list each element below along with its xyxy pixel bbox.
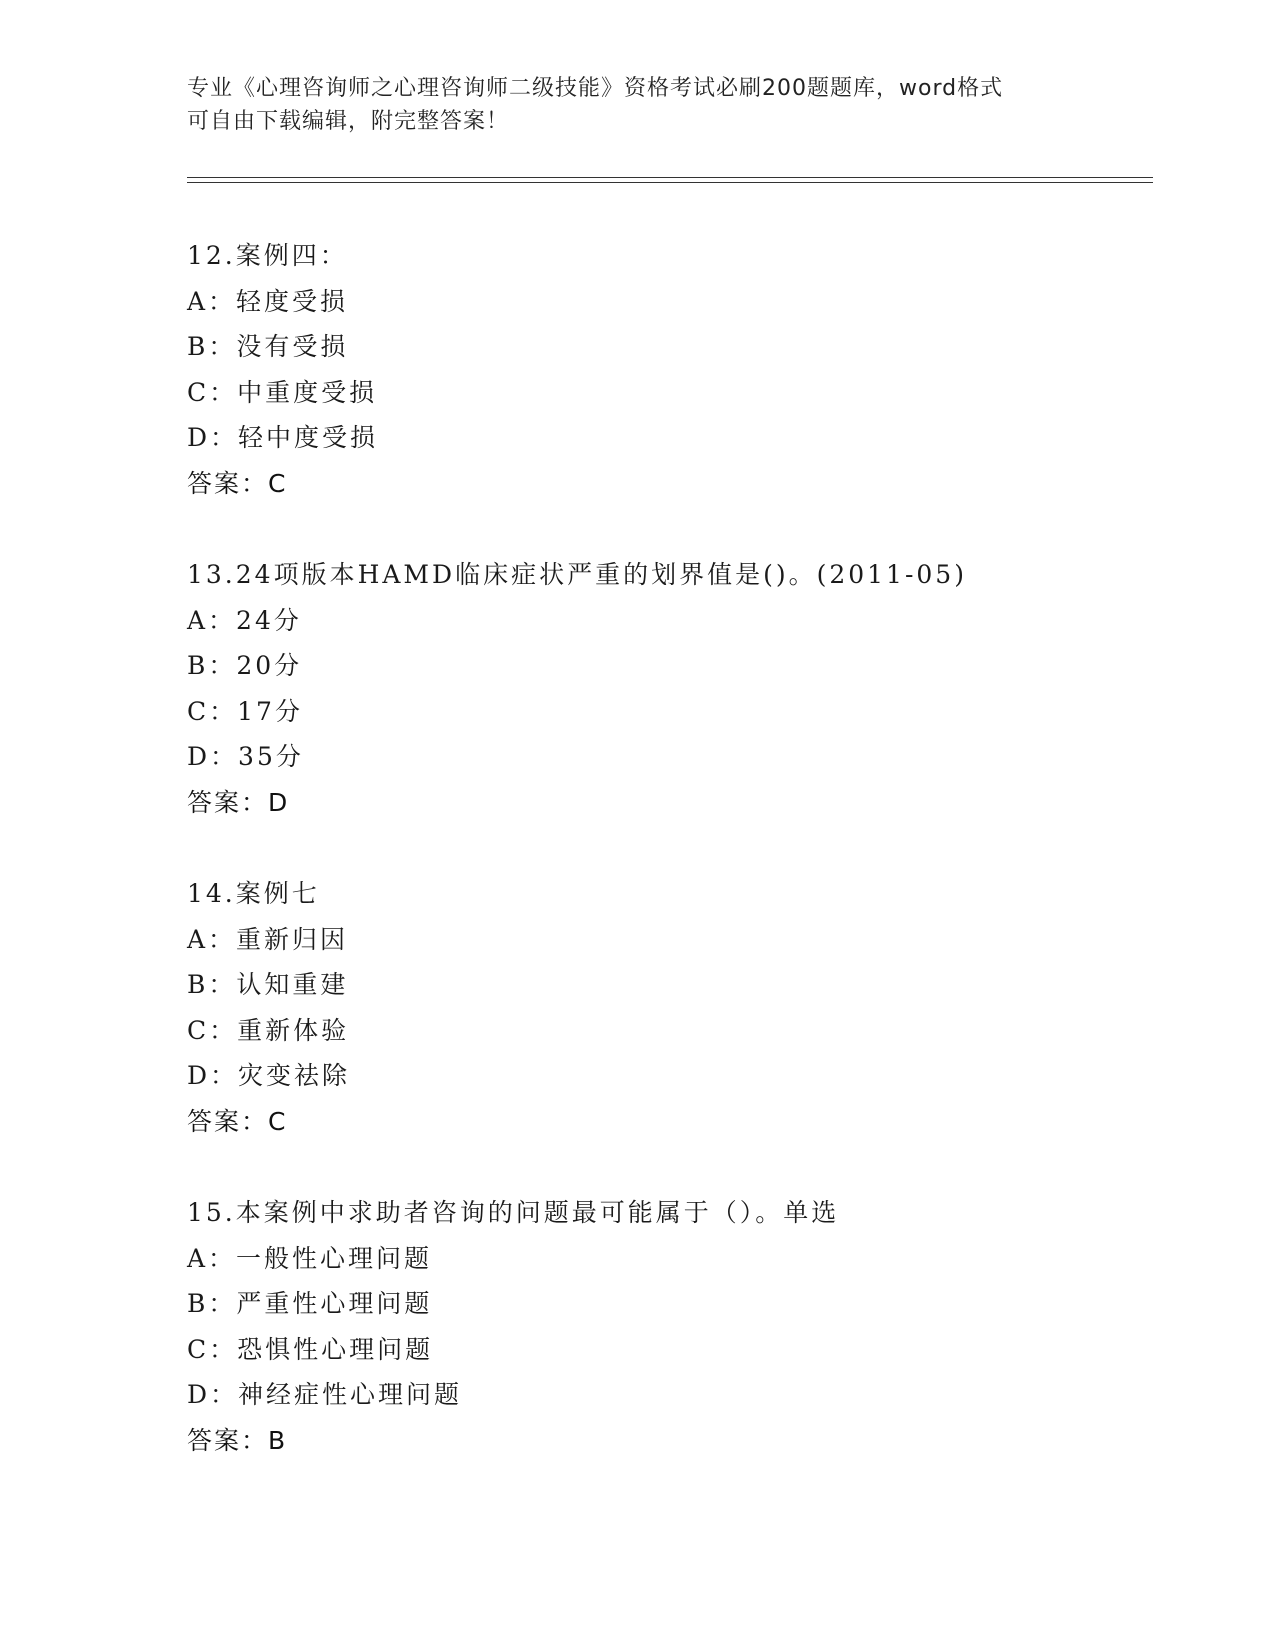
question-stem: 14.案例七 [187,879,320,908]
option-b: B：严重性心理问题 [187,1289,433,1318]
option-b: B：没有受损 [187,332,349,361]
option-a: A：一般性心理问题 [187,1243,433,1273]
question-13 [187,552,1147,825]
option-d: D：轻中度受损 [187,423,379,452]
header-divider-bottom [187,182,1153,183]
document-header [187,72,1087,138]
answer-line: 答案：B [187,1425,288,1455]
option-b: B：认知重建 [187,970,349,999]
option-a: A：重新归因 [187,924,349,954]
option-c: C：17分 [187,696,303,726]
header-divider-top [187,177,1153,178]
option-d: D：35分 [187,742,304,771]
answer-line: 答案：C [187,468,288,498]
option-c: C：中重度受损 [187,377,378,407]
question-15 [187,1190,1147,1463]
answer-line: 答案：D [187,787,290,817]
option-b: B：20分 [187,651,303,680]
answer-line: 答案：C [187,1106,288,1136]
header-line-1: 专业《心理咨询师之心理咨询师二级技能》资格考试必刷200题题库，word格式 [187,76,1004,101]
question-stem: 15.本案例中求助者咨询的问题最可能属于（）。单选 [187,1198,840,1227]
header-line-2: 可自由下载编辑，附完整答案！ [187,109,510,134]
option-c: C：重新体验 [187,1015,350,1045]
question-stem: 13.24项版本HAMD临床症状严重的划界值是()。(2011-05) [187,560,967,589]
question-14 [187,871,1147,1144]
option-d: D：灾变祛除 [187,1061,351,1090]
question-12 [187,233,1147,506]
option-c: C：恐惧性心理问题 [187,1334,434,1364]
question-stem: 12.案例四： [187,241,348,270]
option-d: D：神经症性心理问题 [187,1380,463,1409]
option-a: A：24分 [187,605,302,635]
option-a: A：轻度受损 [187,286,349,316]
